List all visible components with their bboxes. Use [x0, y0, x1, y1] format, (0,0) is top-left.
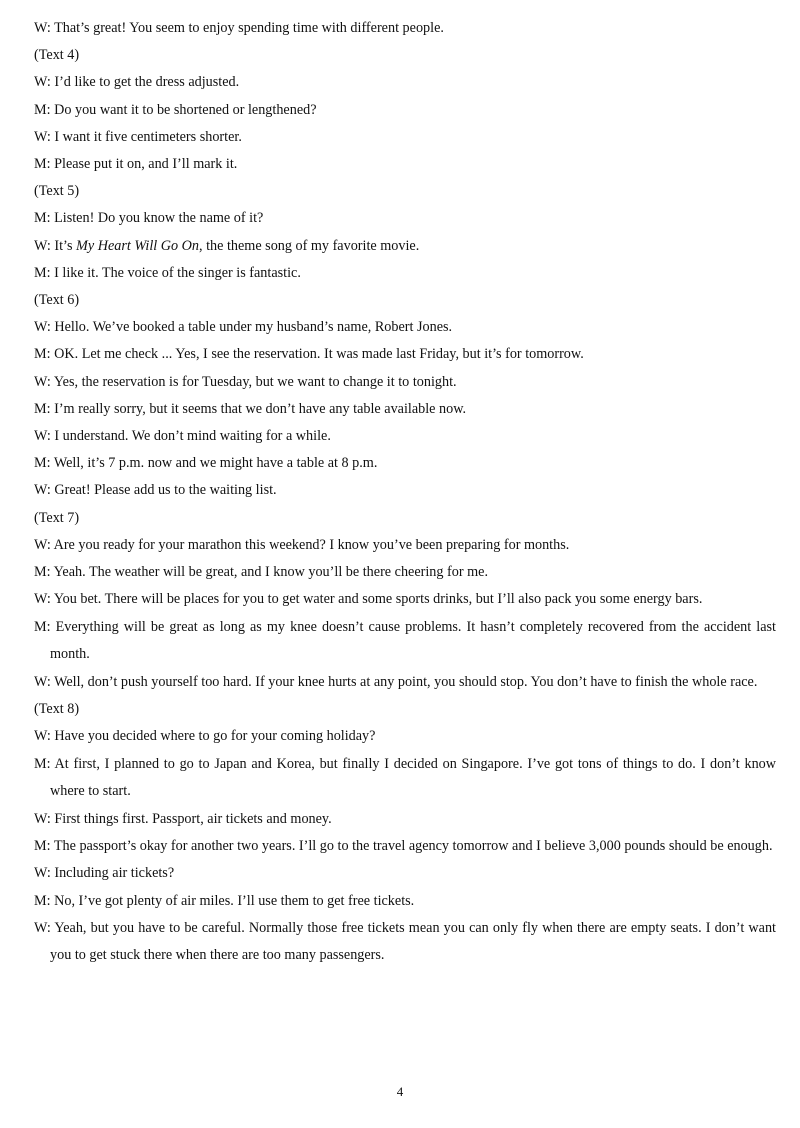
speaker-label: M:	[34, 564, 51, 581]
dialogue-line	[34, 124, 776, 151]
dialogue-text-prefix: It’s	[54, 237, 77, 254]
speaker-label: W:	[34, 810, 51, 827]
dialogue-text: I’m really sorry, but it seems that we don’t have any table available now.	[54, 400, 467, 417]
section-heading-text-4: (Text 4)	[34, 47, 80, 64]
dialogue-line	[34, 450, 776, 477]
dialogue-line	[34, 233, 776, 260]
speaker-label: M:	[34, 892, 51, 909]
dialogue-text: Yeah, but you have to be careful. Normally those free tickets mean you can only fly when there are empty seats. I don’t want you to get stuck there when there are too many passengers.	[50, 919, 776, 964]
speaker-label: W:	[34, 536, 51, 553]
speaker-label: M:	[34, 455, 51, 472]
dialogue-text: OK. Let me check ... Yes, I see the reservation. It was made last Friday, but it’s for tomorrow.	[54, 346, 584, 363]
dialogue-transcript	[34, 15, 776, 970]
dialogue-line	[34, 396, 776, 423]
dialogue-text: Well, it’s 7 p.m. now and we might have a table at 8 p.m.	[53, 455, 378, 472]
dialogue-text: That’s great! You seem to enjoy spending time with different people.	[54, 20, 444, 36]
dialogue-text: Well, don’t push yourself too hard. If your knee hurts at any point, you should stop. You don’t have to finish the whole race.	[54, 673, 758, 690]
speaker-label: W:	[34, 591, 51, 608]
dialogue-line	[34, 314, 776, 341]
section-heading-text-7: (Text 7)	[34, 509, 80, 526]
dialogue-text: Listen! Do you know the name of it?	[54, 210, 264, 227]
speaker-label: M:	[34, 101, 51, 118]
speaker-label: W:	[34, 673, 51, 690]
dialogue-line	[34, 423, 776, 450]
speaker-label: W:	[34, 20, 51, 36]
speaker-label: W:	[34, 373, 51, 390]
dialogue-line	[34, 723, 776, 750]
dialogue-line	[34, 15, 776, 42]
dialogue-line	[34, 888, 776, 915]
dialogue-line	[34, 532, 776, 559]
dialogue-line	[34, 833, 776, 861]
speaker-label: M:	[34, 156, 51, 173]
dialogue-text: Have you decided where to go for your coming holiday?	[54, 728, 376, 745]
dialogue-text: Please put it on, and I’ll mark it.	[54, 156, 238, 173]
dialogue-line	[34, 69, 776, 96]
dialogue-line	[34, 751, 776, 806]
dialogue-text: The passport’s okay for another two years. I’ll go to the travel agency tomorrow and I believe 3,000 pounds should be enough.	[53, 837, 773, 854]
speaker-label: M:	[34, 346, 51, 363]
dialogue-text: I’d like to get the dress adjusted.	[54, 74, 240, 91]
dialogue-line	[34, 97, 776, 124]
speaker-label: M:	[34, 210, 51, 227]
dialogue-text: I want it five centimeters shorter.	[54, 128, 242, 145]
dialogue-text: Do you want it to be shortened or lengthened?	[54, 101, 317, 118]
speaker-label: W:	[34, 728, 51, 745]
speaker-label: W:	[34, 428, 51, 445]
dialogue-line	[34, 369, 776, 396]
dialogue-text: First things first. Passport, air tickets and money.	[54, 810, 332, 827]
dialogue-line	[34, 806, 776, 833]
section-heading-text-8: (Text 8)	[34, 701, 80, 718]
dialogue-line	[34, 260, 776, 287]
speaker-label: W:	[34, 319, 51, 336]
dialogue-line	[34, 205, 776, 232]
speaker-label: M:	[34, 264, 51, 281]
dialogue-text: You bet. There will be places for you to get water and some sports drinks, but I’ll also pack you some energy bars.	[53, 591, 703, 608]
speaker-label: W:	[34, 919, 51, 936]
speaker-label: M:	[34, 755, 51, 772]
dialogue-text: Are you ready for your marathon this weekend? I know you’ve been preparing for months.	[53, 536, 570, 553]
dialogue-text-suffix: , the theme song of my favorite movie.	[199, 237, 420, 254]
dialogue-line	[34, 477, 776, 504]
speaker-label: W:	[34, 865, 51, 882]
page-number: 4	[396, 1084, 404, 1099]
dialogue-text: I understand. We don’t mind waiting for a while.	[54, 428, 331, 445]
dialogue-line	[34, 341, 776, 368]
dialogue-text: Everything will be great as long as my knee doesn’t cause problems. It hasn’t completely recovered from the accident last month.	[50, 618, 776, 663]
dialogue-line	[34, 915, 776, 970]
speaker-label: W:	[34, 237, 51, 254]
dialogue-line	[34, 586, 776, 614]
dialogue-text: Yes, the reservation is for Tuesday, but we want to change it to tonight.	[53, 373, 457, 390]
dialogue-line	[34, 614, 776, 669]
dialogue-text: Great! Please add us to the waiting list.	[54, 482, 277, 499]
dialogue-text: Including air tickets?	[54, 865, 175, 882]
section-heading-text-5: (Text 5)	[34, 183, 80, 200]
dialogue-text: Hello. We’ve booked a table under my husband’s name, Robert Jones.	[54, 319, 453, 336]
speaker-label: M:	[34, 837, 51, 854]
section-heading-text-6: (Text 6)	[34, 292, 80, 309]
dialogue-text: No, I’ve got plenty of air miles. I’ll use them to get free tickets.	[54, 892, 415, 909]
speaker-label: M:	[34, 618, 51, 635]
dialogue-text: Yeah. The weather will be great, and I know you’ll be there cheering for me.	[53, 564, 489, 581]
dialogue-line	[34, 669, 776, 697]
speaker-label: M:	[34, 400, 51, 417]
dialogue-text: I like it. The voice of the singer is fantastic.	[54, 264, 301, 281]
dialogue-line	[34, 860, 776, 887]
speaker-label: W:	[34, 128, 51, 145]
song-title: My Heart Will Go On	[76, 237, 199, 254]
dialogue-line	[34, 151, 776, 178]
speaker-label: W:	[34, 482, 51, 499]
speaker-label: W:	[34, 74, 51, 91]
dialogue-line	[34, 559, 776, 586]
dialogue-text: At first, I planned to go to Japan and Korea, but finally I decided on Singapore. I’ve got tons of things to do. I don’t know where to start.	[50, 755, 777, 800]
